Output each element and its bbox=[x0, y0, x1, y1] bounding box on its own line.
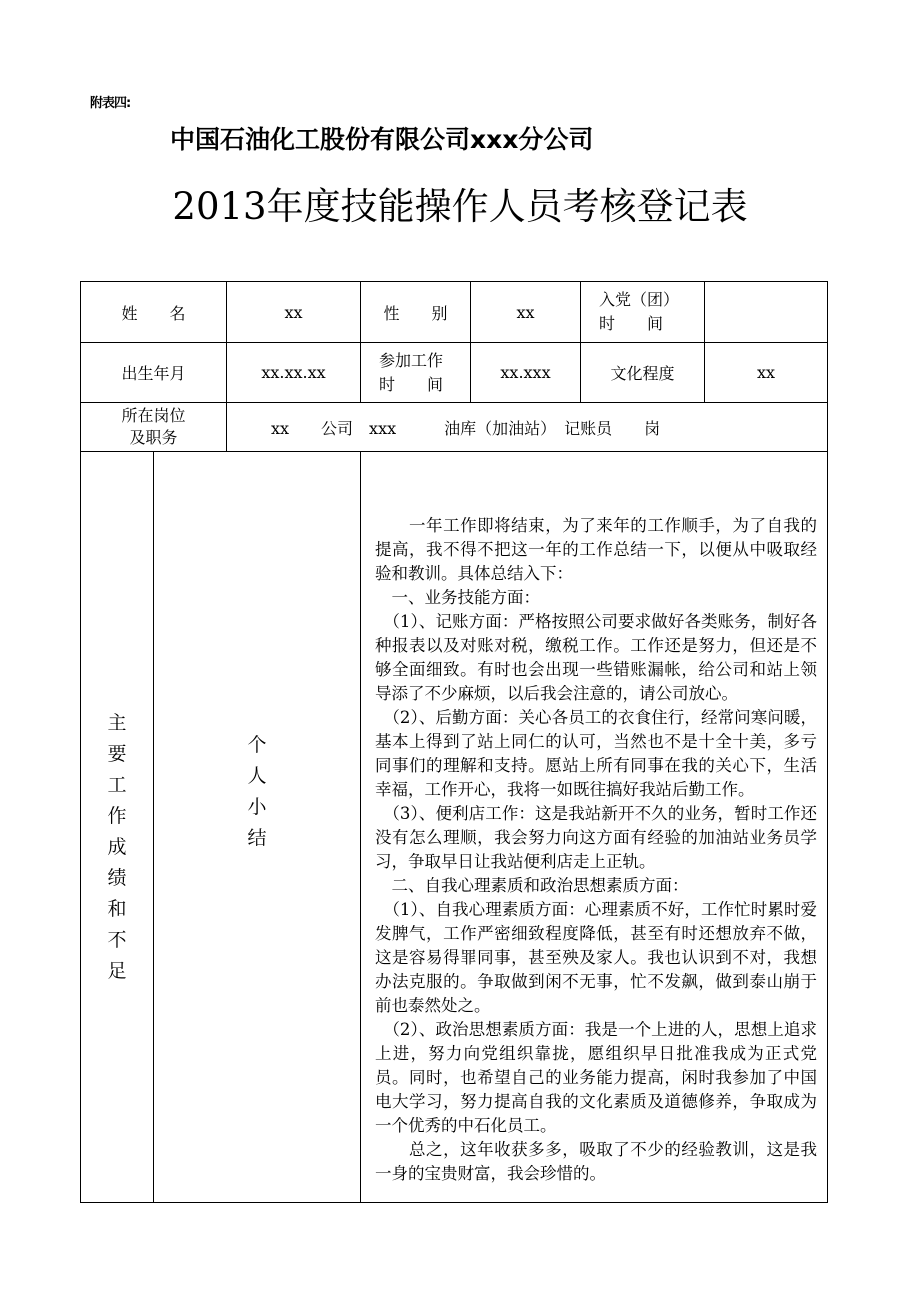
personal-summary-text bbox=[361, 452, 828, 1203]
birth-label: 出生年月 bbox=[81, 343, 227, 403]
summary-paragraph: （3）、便利店工作：这是我站新开不久的业务，暂时工作还没有怎么理顺，我会努力向这方面有经验的加油站业务员学习，争取早日让我站便利店走上正轨。 bbox=[375, 804, 817, 871]
annex-label: 附表四: bbox=[90, 96, 131, 111]
row-name bbox=[81, 282, 828, 343]
summary-paragraph: 一、业务技能方面： bbox=[375, 588, 540, 607]
position-value: xx 公司 xxx 油库（加油站） 记账员 岗 bbox=[227, 403, 828, 452]
work-start-value: xx.xxx bbox=[471, 343, 581, 403]
summary-paragraph: （1）、记账方面：严格按照公司要求做好各类账务，制好各种报表以及对账对税，缴税工作。工作还是努力，但还是不够全面细致。有时也会出现一些错账漏帐，给公司和站上领导添了不少麻烦，以后我会注意的，请公司放心。 bbox=[375, 612, 817, 703]
summary-paragraph: 二、自我心理素质和政治思想素质方面： bbox=[375, 876, 689, 895]
gender-value: xx bbox=[471, 282, 581, 343]
company-name: 中国石油化工股份有限公司xxx分公司 bbox=[170, 125, 594, 154]
gender-label: 性 别 bbox=[361, 282, 471, 343]
summary-paragraph: 一年工作即将结束，为了来年的工作顺手，为了自我的提高，我不得不把这一年的工作总结一下，以便从中吸取经验和教训。具体总结入下： bbox=[375, 516, 817, 583]
summary-paragraph: （1）、自我心理素质方面：心理素质不好，工作忙时累时爱发脾气，工作严密细致程度降低，甚至有时还想放弃不做，这是容易得罪同事，甚至殃及家人。我也认识到不对，我想办法克服的。争取做到闲不无事，忙不发飙，做到泰山崩于前也泰然处之。 bbox=[375, 900, 817, 1015]
registration-form-table bbox=[80, 281, 828, 1203]
party-date-label-line1: 入党（团） bbox=[599, 290, 680, 309]
position-label-line2: 及职务 bbox=[129, 428, 178, 447]
party-date-label-line2: 时 间 bbox=[599, 314, 664, 333]
education-value: xx bbox=[705, 343, 828, 403]
summary-paragraph: （2）、后勤方面：关心各员工的衣食住行，经常问寒问暖，基本上得到了站上同仁的认可，当然也不是十全十美，多亏同事们的理解和支持。愿站上所有同事在我的关心下，生活幸福，工作开心，我将一如既往搞好我站后勤工作。 bbox=[375, 708, 817, 799]
summary-paragraph: 总之，这年收获多多，吸取了不少的经验教训，这是我一身的宝贵财富，我会珍惜的。 bbox=[375, 1140, 817, 1183]
name-value: xx bbox=[227, 282, 361, 343]
section-label: 主要工作成绩和不足 bbox=[107, 711, 127, 982]
work-start-label-line2: 时 间 bbox=[379, 374, 444, 394]
position-label bbox=[81, 403, 227, 452]
work-start-label bbox=[361, 343, 471, 403]
position-label-line1: 所在岗位 bbox=[121, 406, 186, 425]
subsection-label: 个人小结 bbox=[247, 734, 267, 849]
education-label: 文化程度 bbox=[581, 343, 705, 403]
work-start-label-line1: 参加工作 bbox=[379, 350, 444, 370]
row-summary bbox=[81, 452, 828, 1203]
section-label-cell bbox=[81, 452, 361, 1203]
form-title: 2013年度技能操作人员考核登记表 bbox=[172, 185, 748, 228]
row-birth bbox=[81, 343, 828, 403]
row-position bbox=[81, 403, 828, 452]
party-date-label bbox=[581, 282, 705, 343]
name-label: 姓 名 bbox=[81, 282, 227, 343]
birth-value: xx.xx.xx bbox=[227, 343, 361, 403]
summary-paragraph: （2）、政治思想素质方面：我是一个上进的人，思想上追求上进，努力向党组织靠拢，愿组织早日批准我成为正式党员。同时，也希望自己的业务能力提高，闲时我参加了中国电大学习，努力提高自我的文化素质及道德修养，争取成为一个优秀的中石化员工。 bbox=[375, 1020, 817, 1135]
party-date-value bbox=[705, 282, 828, 343]
